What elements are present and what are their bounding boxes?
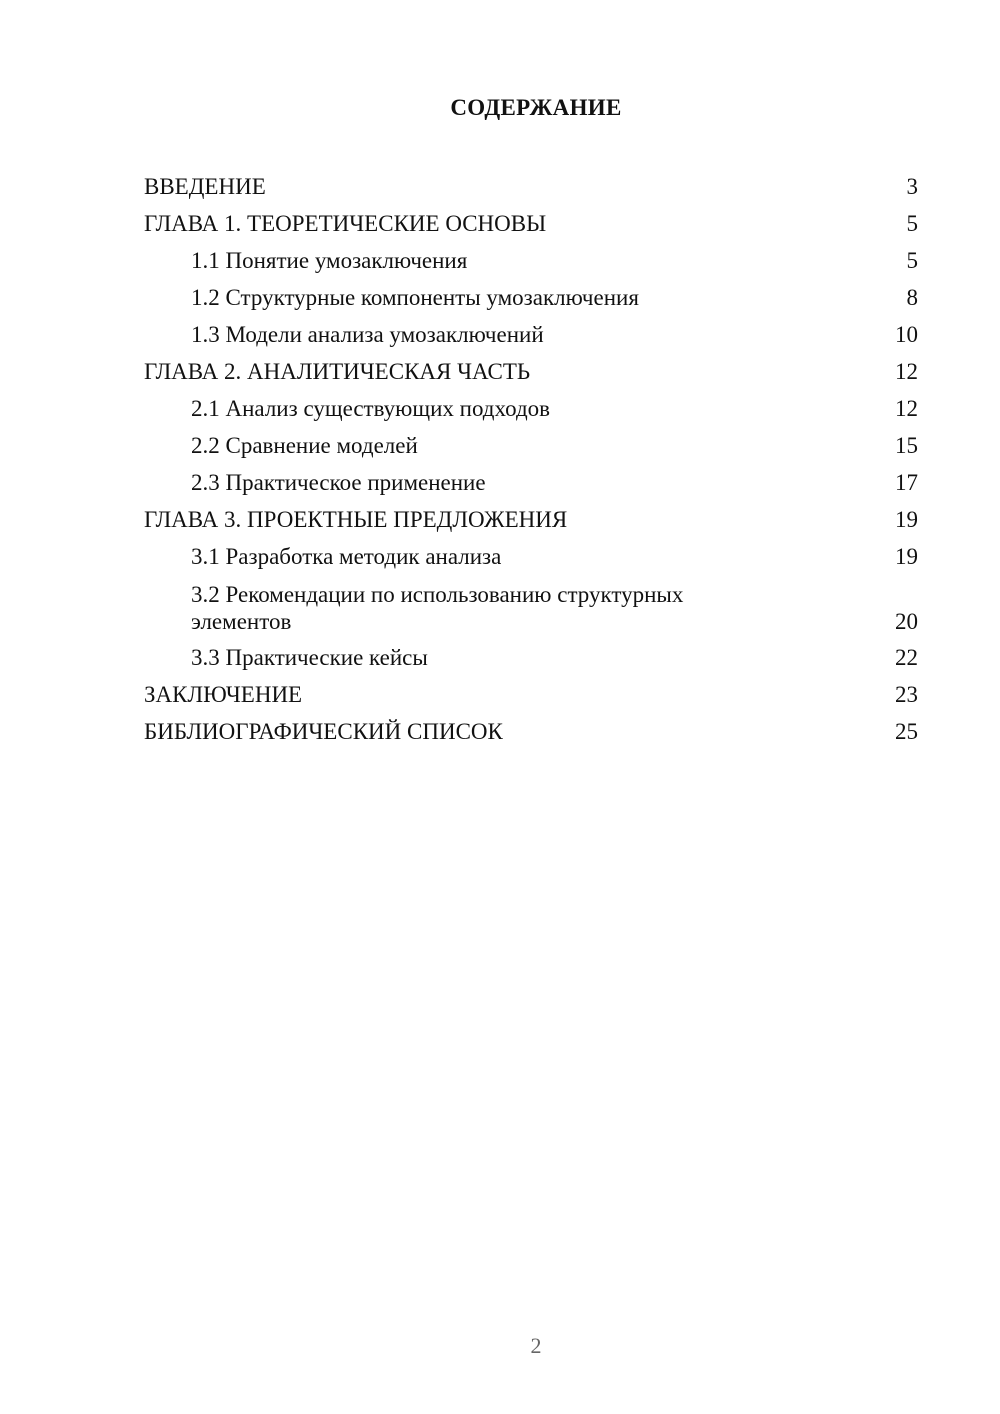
toc-entry-title: 1.3 Модели анализа умозаключений [191, 322, 544, 347]
toc-entry-title: 2.3 Практическое применение [191, 470, 486, 495]
toc-entry-page: 23 [895, 682, 918, 707]
toc-entry-title: ВВЕДЕНИЕ [144, 174, 266, 199]
toc-entry[interactable] [144, 205, 918, 242]
toc-entry-page: 5 [906, 248, 918, 273]
toc-entry[interactable] [144, 316, 918, 353]
toc-entry[interactable] [144, 390, 918, 427]
page-number: 2 [530, 1333, 542, 1358]
toc-entry[interactable] [144, 464, 918, 501]
table-of-contents [144, 168, 918, 750]
toc-entry-title: 3.3 Практические кейсы [191, 645, 428, 670]
toc-entry-page: 3 [906, 174, 918, 199]
toc-entry-title: ЗАКЛЮЧЕНИЕ [144, 682, 303, 707]
toc-entry[interactable] [144, 353, 918, 390]
toc-entry-page: 22 [895, 645, 918, 670]
toc-entry-title: 3.1 Разработка методик анализа [191, 544, 502, 569]
toc-entry[interactable] [144, 575, 918, 639]
toc-entry-title: ГЛАВА 1. ТЕОРЕТИЧЕСКИЕ ОСНОВЫ [144, 211, 547, 236]
toc-entry[interactable] [144, 501, 918, 538]
toc-entry-title: ГЛАВА 2. АНАЛИТИЧЕСКАЯ ЧАСТЬ [144, 359, 531, 384]
toc-entry-title: 3.2 Рекомендации по использованию структурных элементов [191, 582, 684, 634]
toc-entry-title: БИБЛИОГРАФИЧЕСКИЙ СПИСОК [144, 719, 503, 744]
toc-entry-page: 5 [906, 211, 918, 236]
toc-entry-page: 19 [895, 507, 918, 532]
toc-entry-title: 2.2 Сравнение моделей [191, 433, 418, 458]
toc-entry[interactable] [144, 168, 918, 205]
toc-entry-page: 20 [895, 609, 918, 634]
toc-entry[interactable] [144, 242, 918, 279]
toc-entry[interactable] [144, 713, 918, 750]
toc-entry[interactable] [144, 279, 918, 316]
toc-entry-page: 19 [895, 544, 918, 569]
toc-entry-title: 2.1 Анализ существующих подходов [191, 396, 551, 421]
toc-entry-page: 8 [906, 285, 918, 310]
toc-entry-title: ГЛАВА 3. ПРОЕКТНЫЕ ПРЕДЛОЖЕНИЯ [144, 507, 568, 532]
toc-entry-page: 25 [895, 719, 918, 744]
toc-entry[interactable] [144, 427, 918, 464]
toc-entry-page: 12 [895, 396, 918, 421]
toc-entry[interactable] [144, 639, 918, 676]
toc-entry-page: 17 [895, 470, 918, 495]
toc-entry-title: 1.1 Понятие умозаключения [191, 248, 468, 273]
toc-entry-page: 12 [895, 359, 918, 384]
toc-entry-page: 15 [895, 433, 918, 458]
toc-entry[interactable] [144, 538, 918, 575]
toc-entry-page: 10 [895, 322, 918, 347]
page-title: СОДЕРЖАНИЕ [450, 95, 622, 120]
toc-entry[interactable] [144, 676, 918, 713]
toc-entry-title: 1.2 Структурные компоненты умозаключения [191, 285, 639, 310]
